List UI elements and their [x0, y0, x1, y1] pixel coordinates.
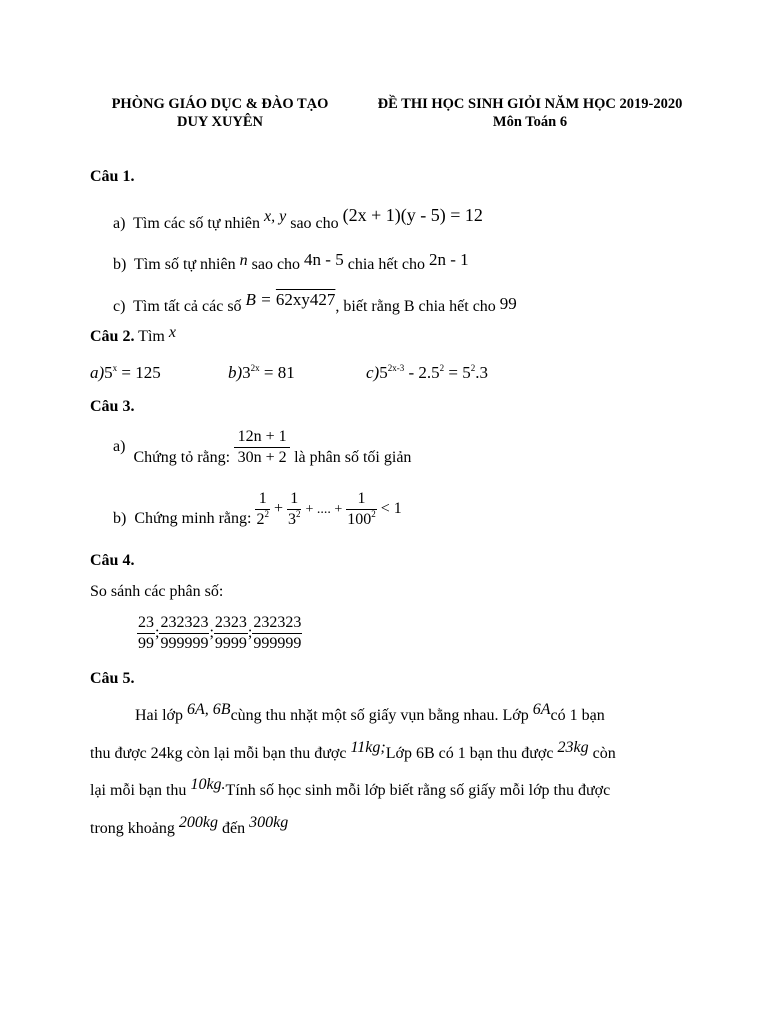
text: là phân số tối giản [294, 449, 412, 467]
question-5-line-2 [90, 739, 616, 763]
equals: = 5 [448, 363, 471, 382]
numerator: 232323 [253, 614, 302, 631]
label: a) [90, 363, 105, 382]
text: Tìm tất cả các số [133, 298, 242, 315]
question-3b [113, 490, 402, 529]
text: còn [592, 745, 616, 762]
question-2a [90, 363, 161, 383]
math-equation: (2x + 1)(y - 5) = 12 [342, 205, 483, 225]
header-right [365, 95, 695, 131]
separator: ; [247, 624, 253, 642]
question-4-text: So sánh các phân số: [90, 583, 224, 600]
exponent: 2 [439, 363, 445, 373]
base: 5 [379, 363, 388, 382]
denominator: 9999 [214, 635, 247, 652]
text: cùng thu nhặt một số giấy vụn bằng nhau. Lớp [230, 707, 529, 724]
text: Tìm [138, 328, 165, 345]
text: trong khoảng [90, 820, 175, 837]
question-4-fractions [137, 614, 302, 653]
text: chia hết cho [347, 256, 426, 273]
question-2-title: Câu 2. [90, 328, 135, 345]
fraction [252, 614, 302, 653]
denominator: 999999 [160, 635, 209, 652]
department-name: PHÒNG GIÁO DỤC & ĐÀO TẠO [111, 96, 329, 112]
numerator: 12n + 1 [237, 428, 287, 445]
exponent: 2 [470, 363, 476, 373]
item-marker: b) [113, 510, 127, 528]
question-1a [113, 205, 483, 236]
exam-title: ĐỀ THI HỌC SINH GIỎI NĂM HỌC 2019-2020 [377, 96, 683, 112]
text: Lớp 6B có 1 bạn thu được [385, 745, 554, 762]
question-2b [228, 363, 295, 383]
denominator: $3^2$ [287, 509, 301, 528]
question-5-line-4 [90, 814, 289, 838]
question-3-title: Câu 3. [90, 398, 135, 415]
numerator: 232323 [160, 614, 209, 631]
math-divisor: 99 [499, 294, 517, 313]
base: 5 [104, 363, 113, 382]
header-left [100, 95, 340, 131]
middle: - 2.5 [408, 363, 440, 382]
fraction [346, 490, 377, 529]
text: lại mỗi bạn thu [90, 782, 187, 799]
text: Tìm số tự nhiên [134, 256, 236, 273]
text: thu được 24kg còn lại mỗi bạn thu được [90, 745, 347, 762]
plus: + [273, 500, 283, 518]
math-overlined-number: 62xy427 [275, 290, 336, 309]
question-1-title: Câu 1. [90, 168, 135, 185]
text: Chứng tỏ rằng: [133, 449, 231, 467]
rhs: < 1 [380, 500, 402, 518]
math-expression: 2n - 1 [429, 250, 469, 269]
question-2-heading [90, 324, 176, 346]
text: đến [221, 820, 246, 837]
question-3a [113, 428, 411, 467]
math-var: x [168, 324, 176, 341]
denominator: 999999 [253, 635, 302, 652]
fraction [287, 490, 302, 529]
subject-name: Môn Toán 6 [492, 114, 568, 130]
tail: .3 [475, 363, 488, 382]
fraction [137, 614, 155, 653]
fraction [255, 490, 270, 529]
math-lhs: B = [245, 290, 276, 309]
label: b) [228, 363, 243, 382]
text: sao cho [251, 256, 301, 273]
math-weight: 300kg [249, 814, 289, 831]
denominator: 30n + 2 [234, 447, 290, 467]
fraction [234, 428, 290, 467]
text: Tính số học sinh mỗi lớp biết rằng số giấy mỗi lớp thu được [225, 782, 611, 799]
question-5-line-3 [90, 776, 611, 800]
denominator: $100^2$ [347, 509, 376, 528]
question-5-title: Câu 5. [90, 670, 135, 687]
rhs: = 81 [263, 363, 295, 382]
base: 3 [242, 363, 251, 382]
math-vars: x, y [264, 208, 287, 225]
numerator: 2323 [214, 614, 247, 631]
denominator: $2^2$ [256, 509, 269, 528]
question-5-line-1 [135, 701, 605, 725]
math-class-names: 6A, 6B [187, 701, 231, 718]
item-marker: a) [113, 215, 126, 232]
question-1c [113, 290, 517, 319]
denominator: 99 [138, 635, 154, 652]
fraction [214, 614, 248, 653]
math-expression: 4n - 5 [304, 250, 344, 269]
math-weight: 200kg [178, 814, 218, 831]
exponent: x [112, 363, 118, 373]
text: sao cho [290, 215, 339, 232]
rhs: = 125 [121, 363, 161, 382]
fraction [159, 614, 209, 653]
item-marker: c) [113, 298, 126, 315]
ellipsis-plus: + .... + [305, 502, 343, 518]
numerator: 23 [138, 614, 154, 631]
text: Tìm các số tự nhiên [133, 215, 261, 232]
item-marker: b) [113, 256, 127, 273]
item-marker: a) [113, 438, 126, 456]
text: , biết rằng B chia hết cho [335, 298, 496, 315]
label: c) [366, 363, 380, 382]
math-var: n [239, 252, 248, 269]
separator: ; [155, 624, 160, 642]
text: Chứng minh rằng: [134, 510, 252, 528]
numerator: 1 [357, 490, 366, 507]
numerator: 1 [258, 490, 267, 507]
math-weight: 10kg. [190, 776, 226, 793]
question-2c [366, 363, 488, 383]
text: Hai lớp [135, 707, 184, 724]
separator: ; [209, 624, 214, 642]
exponent: 2x-3 [387, 363, 405, 373]
math-weight: 23kg [557, 739, 589, 756]
math-weight: 11kg; [350, 739, 386, 756]
numerator: 1 [290, 490, 299, 507]
district-name: DUY XUYÊN [176, 114, 264, 130]
math-class-name: 6A [532, 701, 551, 718]
question-4-title: Câu 4. [90, 552, 135, 569]
text: có 1 bạn [550, 707, 605, 724]
question-1b [113, 252, 469, 277]
math-number-b [246, 290, 336, 309]
exponent: 2x [250, 363, 260, 373]
